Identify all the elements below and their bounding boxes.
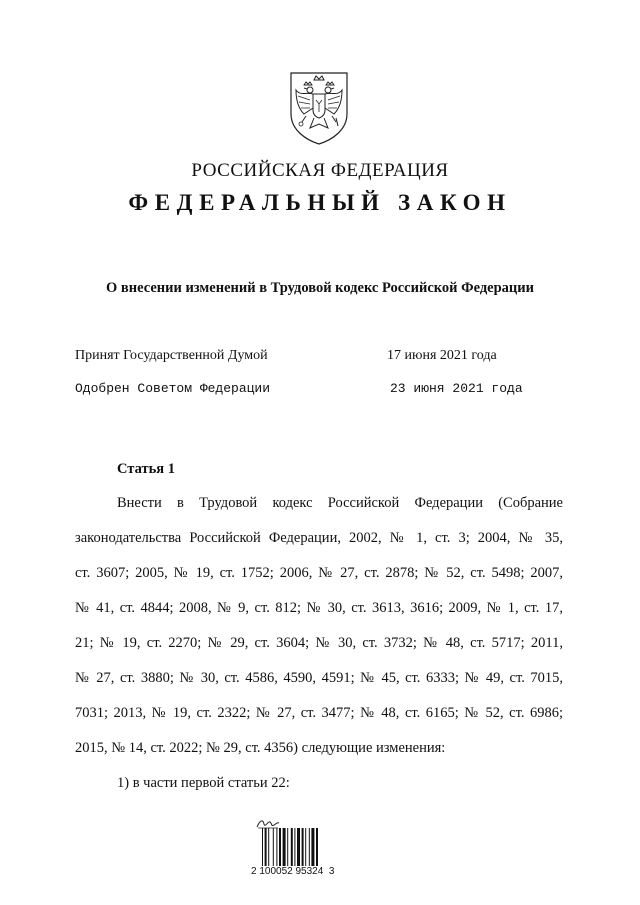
paragraph-line: Внести в Трудовой кодекс Российской Федерации (Собрание xyxy=(117,495,563,511)
barcode-icon xyxy=(262,828,330,866)
adoption-row-duma xyxy=(75,345,535,367)
state-emblem-icon xyxy=(288,70,350,146)
adoption-label-council: Одобрен Советом Федерации xyxy=(75,381,271,396)
paragraph-line: 7031; 2013, № 19, ст. 2322; № 27, ст. 3477; № 48, ст. 6165; № 52, ст. 6986; xyxy=(75,705,563,721)
adoption-date-council: 23 июня 2021 года xyxy=(390,381,523,396)
country-heading: РОССИЙСКАЯ ФЕДЕРАЦИЯ xyxy=(191,160,449,181)
adoption-row-council xyxy=(75,378,535,400)
paragraph-line: ст. 3607; 2005, № 19, ст. 1752; 2006, № 27, ст. 2878; № 52, ст. 5498; 2007, xyxy=(75,565,563,581)
barcode-number: 2 100052 95324 3 xyxy=(251,866,335,877)
paragraph-line: 21; № 19, ст. 2270; № 29, ст. 3604; № 30, ст. 3732; № 48, ст. 5717; 2011, xyxy=(75,635,563,651)
law-title: О внесении изменений в Трудовой кодекс Российской Федерации xyxy=(106,280,534,296)
paragraph-line: № 41, ст. 4844; 2008, № 9, ст. 812; № 30, ст. 3613, 3616; 2009, № 1, ст. 17, xyxy=(75,600,563,616)
list-item-1: 1) в части первой статьи 22: xyxy=(117,775,290,791)
paragraph-line: № 27, ст. 3880; № 30, ст. 4586, 4590, 4591; № 45, ст. 6333; № 49, ст. 7015, xyxy=(75,670,563,686)
paragraph-line: 2015, № 14, ст. 2022; № 29, ст. 4356) следующие изменения: xyxy=(75,740,446,756)
paragraph-line: законодательства Российской Федерации, 2002, № 1, ст. 3; 2004, № 35, xyxy=(75,530,563,546)
document-type-heading: ФЕДЕРАЛЬНЫЙ ЗАКОН xyxy=(128,190,512,215)
adoption-label-duma: Принят Государственной Думой xyxy=(75,348,268,363)
adoption-date-duma: 17 июня 2021 года xyxy=(387,348,497,363)
article-heading: Статья 1 xyxy=(117,461,175,477)
